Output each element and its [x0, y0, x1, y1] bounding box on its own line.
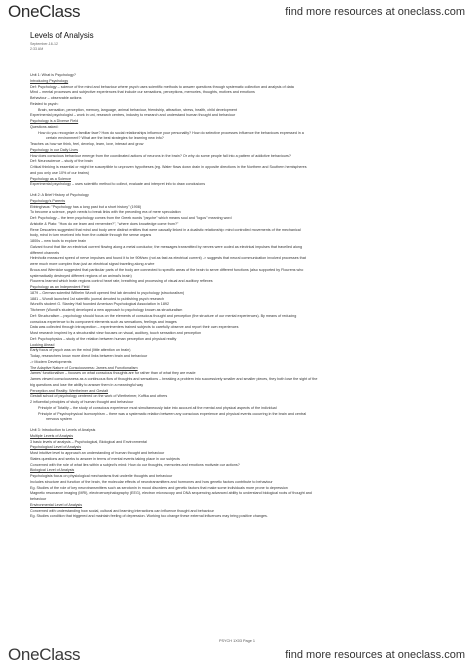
section-heading: Psychology's Parents	[30, 198, 66, 203]
text-line: Critical thinking is essential or might be susceptible to unproven hypotheses (eg. Water flows down drain in opposite directions in the Northern and Southern hemispheres	[30, 165, 307, 169]
text-line: Psychologists focus on physiological mechanisms that underlie thoughts and behaviour	[30, 474, 173, 478]
text-line: Related to psych:	[30, 101, 59, 106]
text-line: Wundt's student G. Stanley Hall founded American Psychological Association in 1892	[30, 302, 169, 307]
text-line: Today, researchers know more direct links between brain and behaviour	[30, 354, 148, 358]
text-line: 3 basic levels of analysis – Psychological, Biological and Environmental	[30, 439, 147, 444]
logo-text: OneClass	[8, 2, 81, 21]
text-line: nervous system	[46, 417, 72, 422]
text-line: Principle of Psychophysical Isomorphism – there was a systematic relation between any conscious experience and physical events occurring in the brain and central	[38, 411, 307, 416]
section-heading: Looking Ahead	[30, 342, 55, 347]
doc-meta	[30, 42, 58, 52]
text-line: Helmholtz measured speed of nerve impulses and found it to be 90ft/sec (not as fast as electrical current) -> suggests that neural communication involved processes that	[30, 256, 306, 261]
text-line: James viewed consciousness as a continuous flow of thoughts and sensations – breaking a problem into successively smaller and smaller pieces, they both lose the sight of the	[30, 377, 318, 381]
text-line: Unit 2: A Brief History of Psychology	[30, 193, 89, 197]
text-line: Ebbinghaus: "Psychology has a long past but a short history" (1908)	[30, 204, 142, 209]
text-line: Mind – mental processes and subjective experiences that include our sensations, perceptions, memories, thoughts, motives and emotions	[30, 90, 255, 95]
promo-link-bottom[interactable]: find more resources at oneclass.com	[285, 649, 465, 661]
section-heading: Introducing Psychology	[30, 78, 69, 83]
text-line: How do you recognize a familiar face? How do social relationships influence your personality? How do selective processes influence the behaviours expressed in a	[38, 130, 304, 135]
page-number-label: PSYCH 1X03 Page 1	[218, 639, 256, 643]
text-line: Brain, sensation, perception, memory, language, animal behaviour, friendship, attraction, stress, health, child development	[38, 107, 237, 112]
text-line: Rene Descartes suggested that mind and body were distinct entities that were causally linked in a dualistic relationship: mind controlled movements of the mechanical	[30, 227, 301, 232]
text-line: certain environment? What are the best strategies for learning new info?	[46, 136, 164, 141]
top-banner	[0, 0, 474, 24]
text-line: Def: Psychophysics – study of the relation between human perception and physical reality	[30, 336, 177, 341]
section-heading: Environmental Level of Analysis	[30, 502, 83, 507]
text-line: Eg. Studies condition that triggered and maintain feeling of depression. Working too change these external influences may bring positive changes.	[30, 514, 268, 519]
section-heading: The Adaptive Nature of Consciousness: James and Functionalism	[30, 365, 138, 370]
promo-link[interactable]: find more resources at oneclass.com	[285, 6, 465, 18]
text-line: were much more complex than just an electrical signal traveling along a wire	[30, 262, 155, 266]
text-line: Includes structure and function of the brain, the molecular effects of neurotransmitters and hormones and how genetic factors contribute to behaviour	[30, 479, 273, 484]
text-line: Broca and Wernicke suggested that particular parts of the body are connected to specific areas of the brain to serve different functions (also supported by Flourens who	[30, 267, 304, 272]
text-line: conscious experience to its component elements such as sensations, feelings and images	[30, 319, 177, 324]
text-line: Concerned with the role of what lies within a subject's mind: How do our thoughts, memories and emotions motivate our actions?	[30, 462, 240, 467]
text-line: Gestalt school of psychology centered on the work of Wertheimer, Koffka and others	[30, 394, 168, 399]
text-line: Unit 1: What is Psychology?	[30, 73, 76, 77]
text-line: 1879 – German scientist Wilhelm Wundt opened first lab devoted to psychology (structuralism)	[30, 290, 185, 295]
text-line: systematically destroyed different regions of an animal's brain)	[30, 273, 132, 278]
text-line: 2 influential principles of study of human thought and behaviour	[30, 400, 134, 404]
text-line: big questions and lose the ability to answer them in a meaningful way	[30, 382, 144, 387]
text-line: Most intuitive level to approach an understanding of human thought and behaviour	[30, 451, 165, 455]
text-line: Def: Psychology – the term psychology comes from the Greek words "psyche" which means soul and "logos" meaning word	[30, 216, 232, 220]
page-title: Levels of Analysis	[30, 31, 94, 40]
section-heading: Biological Level of Analysis	[30, 468, 75, 473]
text-line: Galvani found that like an electrical current flowing along a metal conductor, the messages transmitted by nerves were coded as electrical impulses that travelled along	[30, 244, 302, 249]
text-line: different channels	[30, 250, 60, 255]
text-line: Behaviour – observable actions	[30, 96, 82, 100]
section-heading: Psychology as an Independent Field	[30, 285, 90, 289]
text-line: States questions and seeks to answer in terms of mental events taking place in our subjects	[30, 456, 180, 461]
section-heading: Psychology as a Science	[30, 176, 71, 181]
doc-date: September-16-12	[30, 42, 58, 46]
text-line: and you only use 10% of our brains)	[30, 170, 90, 175]
text-line: Most research inspired by a structuralist view focuses on visual, auditory, touch sensation and perception	[30, 331, 202, 335]
section-heading: Psychology in our Daily Lives	[30, 147, 78, 152]
section-heading: Psychological Level of Analysis	[30, 445, 82, 450]
text-line: Early focus of psych was on the mind (little attention on brain)	[30, 348, 131, 353]
text-line: Titchener (Wundt's student) developed a new approach to psychology known as structuralism	[30, 308, 183, 312]
oneclass-logo-bottom[interactable]: OneClass	[8, 645, 81, 664]
section-heading: Psychology is a Diverse Field	[30, 119, 79, 123]
text-line: 1881 – Wundt launched 1st scientific journal devoted to publishing psych research	[30, 296, 164, 301]
text-line: 1800s – new tools to explore brain	[30, 239, 87, 243]
text-line: Data was collected through introspection – experimenters trained subjects to carefully observe and report their own experiences	[30, 325, 239, 330]
text-line: Questions asked:	[30, 124, 59, 129]
section-heading: Multiple Levels of Analysis	[30, 433, 74, 438]
text-line: James' functionalism – focuses on what conscious thoughts are for rather than of what they are made	[30, 371, 196, 376]
doc-time: 2:33 AM	[30, 47, 44, 51]
oneclass-logo[interactable]	[8, 2, 80, 22]
text-line: Def: Neuroscience – study of the brain	[30, 159, 93, 164]
text-line: body, mind in turn received info from the outside through the sense organs	[30, 233, 152, 238]
text-line: Teaches us how we think, feel, develop, learn, love, interact and grow	[30, 142, 144, 146]
text-line: behaviour	[30, 497, 47, 501]
notes-body	[30, 68, 450, 520]
text-line: To become a science, psych needs to break links with the preceding era of mere speculation	[30, 210, 181, 215]
text-line: Flourens learned which brain regions control heart rate, breathing and processing of visual and auditory reflexes	[30, 279, 213, 284]
section-heading: Perception and Reality: Wertheimer and Gestalt	[30, 388, 109, 393]
text-line: Principle of Totality – the study of conscious experience must simultaneously take into account all the mental and physical aspects of the individual	[38, 405, 277, 410]
text-line: Eg. Studies of the role of key neurotransmitters such as serotonin in mood disorders and genetic factors that make some individuals more prone to depression	[30, 485, 288, 490]
text-line: Unit 3: Introduction to Levels of Analysis	[30, 428, 96, 432]
text-line: Experimental psychologist – work in uni, research centres, industry to research and understand human thought and behaviour	[30, 113, 236, 118]
text-line: Def: Psychology – science of the mind and behaviour where psych uses scientific methods to answer questions through systematic collection and analysis of data	[30, 84, 294, 89]
text-line: -> Modern Developments	[30, 359, 72, 364]
text-line: Def: Structuralism – psychology should focus on the elements of conscious thought and perception (the structure of our mental experiences). By means of reducing	[30, 313, 297, 318]
text-line: Concerned with understanding how social, cultural and learning interactions can influence thought and behaviour	[30, 508, 214, 513]
text-line: Aristotle & Plato: "How do we learn and remember?", "where does knowledge come from?"	[30, 221, 179, 226]
text-line: How does conscious behaviour emerge from the coordinated actions of neurons in the brain? Or why do some people fall into a pattern of addictive behaviours?	[30, 153, 291, 158]
text-line: Magnetic resonance imaging (MRI), electroencephalography (EEG), electron microscopy and DNA sequencing advanced ability to understand biological roots of thought and	[30, 491, 312, 496]
text-line: Experimental psychology – uses scientific method to collect, evaluate and interpret info to draw conclusions	[30, 182, 206, 187]
